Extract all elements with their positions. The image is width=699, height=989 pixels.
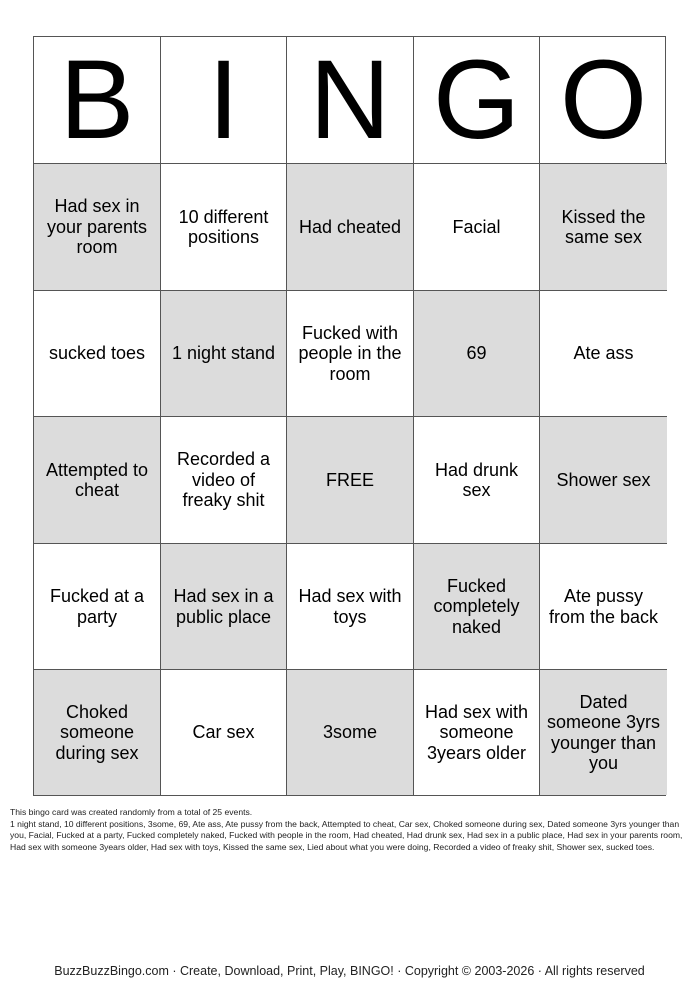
bingo-cell: Dated someone 3yrs younger than you: [540, 670, 667, 795]
header-letter-o: O: [540, 37, 667, 164]
card-description: [10, 807, 692, 853]
bingo-cell: Fucked with people in the room: [287, 291, 414, 417]
header-letter-g: G: [414, 37, 540, 164]
free-space-cell: FREE: [287, 417, 414, 544]
bingo-card: [33, 36, 666, 796]
bingo-cell: Had sex with someone 3years older: [414, 670, 540, 795]
header-letter-i: I: [161, 37, 287, 164]
bingo-cell: 3some: [287, 670, 414, 795]
header-letter-n: N: [287, 37, 414, 164]
bingo-cell: 10 different positions: [161, 164, 287, 291]
bingo-cell: Had drunk sex: [414, 417, 540, 544]
bingo-cell: Ate ass: [540, 291, 667, 417]
header-letter-b: B: [34, 37, 161, 164]
bingo-cell: Had sex in a public place: [161, 544, 287, 670]
bingo-cell: 69: [414, 291, 540, 417]
bingo-cell: Fucked completely naked: [414, 544, 540, 670]
bingo-cell: Kissed the same sex: [540, 164, 667, 291]
bingo-cell: Facial: [414, 164, 540, 291]
bingo-cell: Choked someone during sex: [34, 670, 161, 795]
bingo-cell: Ate pussy from the back: [540, 544, 667, 670]
bingo-cell: Shower sex: [540, 417, 667, 544]
bingo-cell: Had cheated: [287, 164, 414, 291]
page-footer: BuzzBuzzBingo.com · Create, Download, Print, Play, BINGO! · Copyright © 2003-2026 · All rights reserved: [54, 964, 645, 978]
bingo-cell: 1 night stand: [161, 291, 287, 417]
bingo-cell: Attempted to cheat: [34, 417, 161, 544]
bingo-cell: Fucked at a party: [34, 544, 161, 670]
bingo-cell: Had sex with toys: [287, 544, 414, 670]
card-description-summary: This bingo card was created randomly from a total of 25 events.: [10, 807, 253, 817]
bingo-cell: Car sex: [161, 670, 287, 795]
bingo-cell: Recorded a video of freaky shit: [161, 417, 287, 544]
bingo-cell: Had sex in your parents room: [34, 164, 161, 291]
card-description-events: 1 night stand, 10 different positions, 3some, 69, Ate ass, Ate pussy from the back, Attempted to cheat, Car sex, Choked someone during sex, Dated someone 3yrs younger than you, Facial, Fucked at a party, Fucked completely naked, Fucked with people in the room, Had cheated, Had drunk sex, Had sex in a public place, Had sex in your parents room, Had sex with someone 3years older, Had sex with toys, Kissed the same sex, Lied about what you were doing, Recorded a video of freaky shit, Shower sex, sucked toes.: [10, 818, 683, 852]
bingo-cell: sucked toes: [34, 291, 161, 417]
